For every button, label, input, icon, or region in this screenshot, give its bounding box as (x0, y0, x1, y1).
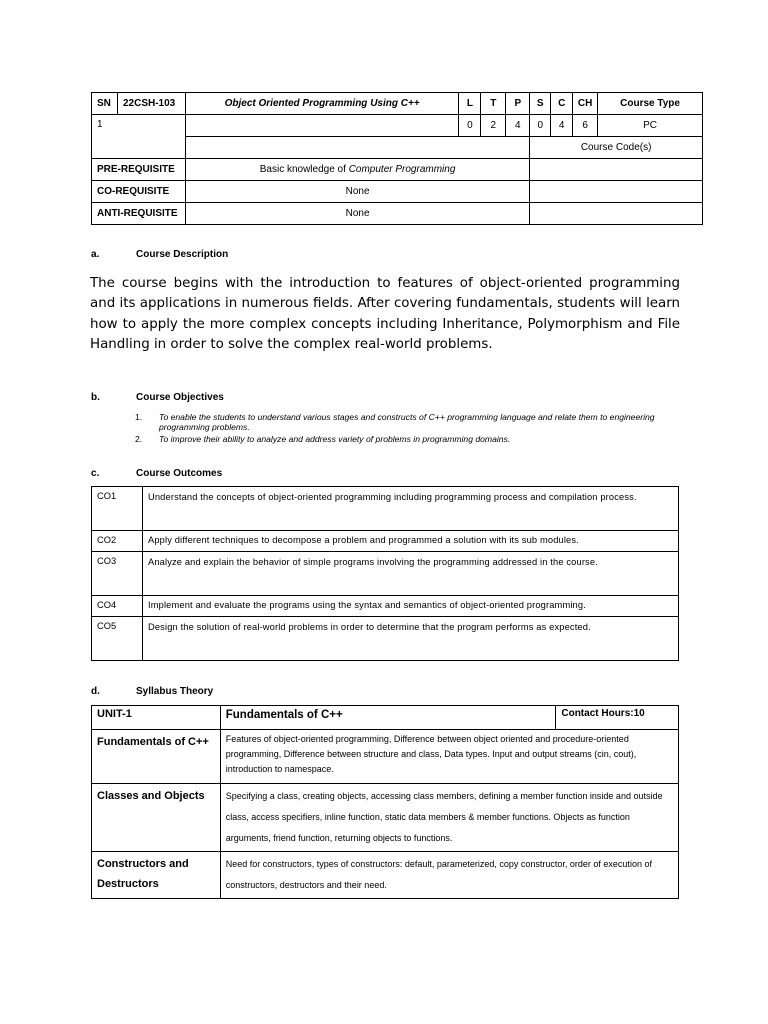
header-c: C (551, 93, 573, 115)
value-c: 4 (551, 115, 573, 137)
topic-row (92, 730, 679, 784)
course-title: Object Oriented Programming Using C++ (185, 93, 459, 115)
unit-title: Fundamentals of C++ (220, 706, 556, 730)
header-t: T (481, 93, 506, 115)
outcome-text: Understand the concepts of object-oriented programming including programming process and compilation process. (143, 487, 679, 531)
section-a-title: Course Description (136, 249, 229, 260)
blank-cell (185, 115, 459, 137)
outcome-text: Apply different techniques to decompose a problem and programmed a solution with its sub modules. (143, 531, 679, 552)
prerequisite-label: PRE-REQUISITE (92, 159, 186, 181)
blank-cell (185, 137, 529, 159)
section-d-letter: d. (91, 686, 100, 697)
blank-cell (530, 181, 703, 203)
antirequisite-label: ANTI-REQUISITE (92, 203, 186, 225)
objective-item (135, 412, 675, 432)
objective-number: 1. (135, 412, 143, 422)
header-p: P (506, 93, 530, 115)
value-s: 0 (530, 115, 551, 137)
course-values-row (92, 115, 703, 137)
sn-value (92, 115, 186, 159)
section-d-title: Syllabus Theory (136, 686, 214, 697)
header-s: S (530, 93, 551, 115)
outcome-code: CO5 (92, 617, 143, 661)
section-a-letter: a. (91, 249, 100, 260)
contact-hours: Contact Hours:10 (556, 706, 679, 730)
course-codes-label: Course Code(s) (530, 137, 703, 159)
objective-number: 2. (135, 434, 143, 444)
course-type-label: Course Type (598, 93, 703, 115)
antirequisite-row (92, 203, 703, 225)
blank-cell (530, 159, 703, 181)
outcome-row (92, 531, 679, 552)
outcome-row (92, 552, 679, 596)
header-ch: CH (573, 93, 598, 115)
course-description: The course begins with the introduction to features of object-oriented programming and its applications in numerous fields. After covering fundamentals, students will learn how to apply the more complex concepts including Inheritance, Polymorphism and File Handling in order to solve the complex real-world problems. (90, 276, 680, 352)
value-t: 2 (481, 115, 506, 137)
topic-text: Features of object-oriented programming, Difference between object oriented and procedure-oriented programming, Difference between structure and class, Data types. Input and output streams (cin, cout), introduction to namespace. (220, 730, 678, 784)
section-b-letter: b. (91, 392, 100, 403)
value-p: 4 (506, 115, 530, 137)
outcome-row (92, 617, 679, 661)
outcome-row (92, 596, 679, 617)
course-header-row (92, 93, 703, 115)
antirequisite-value: None (185, 203, 529, 225)
course-info-table (91, 92, 703, 225)
outcome-code: CO4 (92, 596, 143, 617)
outcome-row (92, 487, 679, 531)
objective-item (135, 434, 675, 444)
header-l: L (459, 93, 481, 115)
value-ch: 6 (573, 115, 598, 137)
sn-value-text: 1 (97, 119, 103, 130)
topic-text: Specifying a class, creating objects, accessing class members, defining a member function inside and outside class, access specifiers, inline function, static data members & member functions. Objects as function arguments, friend function, returning objects to functions. (220, 784, 678, 852)
blank-cell (530, 203, 703, 225)
sn-label: SN (92, 93, 118, 115)
prerequisite-prefix: Basic knowledge of (259, 164, 349, 175)
course-outcomes-table (91, 486, 679, 661)
section-c-title: Course Outcomes (136, 468, 223, 479)
outcome-text: Design the solution of real-world problems in order to determine that the program performs as expected. (143, 617, 679, 661)
outcome-code: CO1 (92, 487, 143, 531)
unit-header-row (92, 706, 679, 730)
section-b-title: Course Objectives (136, 392, 224, 403)
unit-label: UNIT-1 (92, 706, 221, 730)
topic-row (92, 852, 679, 899)
objective-text: To enable the students to understand various stages and constructs of C++ programming language and relate them to engineering programming problems. (159, 412, 655, 432)
topic-name: Fundamentals of C++ (92, 730, 221, 784)
corequisite-label: CO-REQUISITE (92, 181, 186, 203)
outcome-text: Analyze and explain the behavior of simple programs involving the programming addressed in the course. (143, 552, 679, 596)
prerequisite-row (92, 159, 703, 181)
outcome-code: CO2 (92, 531, 143, 552)
course-code: 22CSH-103 (117, 93, 185, 115)
prerequisite-value (185, 159, 529, 181)
topic-row (92, 784, 679, 852)
topic-text: Need for constructors, types of constructors: default, parameterized, copy constructor, order of execution of constructors, destructors and their need. (220, 852, 678, 899)
value-l: 0 (459, 115, 481, 137)
outcome-text: Implement and evaluate the programs using the syntax and semantics of object-oriented programming. (143, 596, 679, 617)
topic-name: Classes and Objects (92, 784, 221, 852)
prerequisite-subject: Computer Programming (348, 164, 456, 175)
objective-text: To improve their ability to analyze and address variety of problems in programming domains. (159, 434, 511, 444)
corequisite-row (92, 181, 703, 203)
section-c-letter: c. (91, 468, 100, 479)
outcome-code: CO3 (92, 552, 143, 596)
course-type-value: PC (598, 115, 703, 137)
topic-name: Constructors and Destructors (92, 852, 221, 899)
corequisite-value: None (185, 181, 529, 203)
syllabus-table (91, 705, 679, 899)
